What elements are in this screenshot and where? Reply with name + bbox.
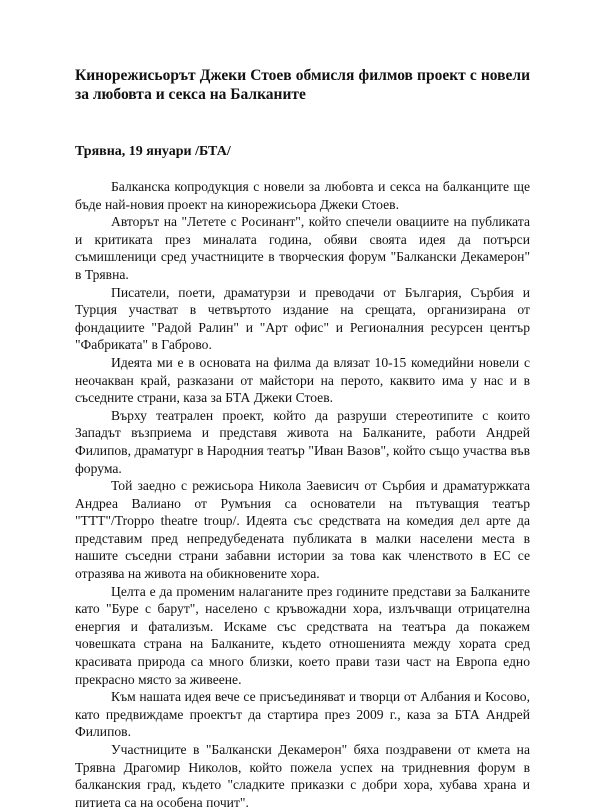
article-body [75, 178, 530, 811]
paragraph: Балканска копродукция с новели за любовта и секса на балканците ще бъде най-новия проект на кинорежисьора Джеки Стоев. [75, 179, 530, 212]
paragraph: Авторът на "Летете с Росинант", който спечели овациите на публиката и критиката през миналата година, обяви своята идея да потърси съмишленици сред участниците в творческия форум "Балкански Декамерон" в Трявна. [75, 214, 530, 282]
paragraph: Участниците в "Балкански Декамерон" бяха поздравени от кмета на Трявна Драгомир Николов, който пожела успех на тридневния форум в балканския град, където "сладките приказки с добри хора, хубава храна и питиета са на особена почит". [75, 742, 530, 810]
paragraph: Писатели, поети, драматурзи и преводачи от България, Сърбия и Турция участват в четвъртото издание на срещата, организирана от фондациите "Радой Ралин" и "Арт офис" и Регионалния ресурсен център "Фабриката" в Габрово. [75, 284, 530, 353]
paragraph: Към нашата идея вече се присъединяват и творци от Албания и Косово, като предвиждаме проектът да стартира през 2009 г., каза за БТА Андрей Филипов. [75, 689, 530, 740]
paragraph: Върху театрален проект, който да разруши стереотипите с които Западът възприема и представя живота на Балканите, работи Андрей Филипов, драматург в Народния театър "Иван Вазов", който също участва във форума. [75, 407, 530, 476]
article-title: Кинорежисьорът Джеки Стоев обмисля филмов проект с новели за любовта и секса на Балканите [75, 67, 530, 103]
article-dateline: Трявна, 19 януари /БТА/ [75, 144, 231, 159]
paragraph: Идеята ми е в основата на филма да влязат 10-15 комедийни новели с неочакван край, разказани от майстори на перото, каквито има у нас и в съседните страни, каза за БТА Джеки Стоев. [75, 354, 530, 406]
paragraph: Той заедно с режисьора Никола Заевисич от Сърбия и драматуржката Андреа Валиано от Румъния са основатели на пътуващия театър "ТТТ"/Troppo theatre troup/. Идеята със средствата на комедия дел арте да представим пред непредубедената публиката в малки населени места в нашите съседни страни забавни истории за това как членството в ЕС се отразява на живота на обикновените хора. [75, 478, 530, 582]
paragraph: Целта е да променим налаганите през годините представи за Балканите като "Буре с барут", населено с кръвожадни хора, излъчващи отрицателна енергия и фатализъм. Искаме със средствата на театъра да покажем човешката страна на Балканите, където отношенията между хората сред красивата природа са много близки, което прави тази част на Европа едно прекрасно място за живеене. [75, 583, 530, 687]
article [75, 66, 530, 811]
